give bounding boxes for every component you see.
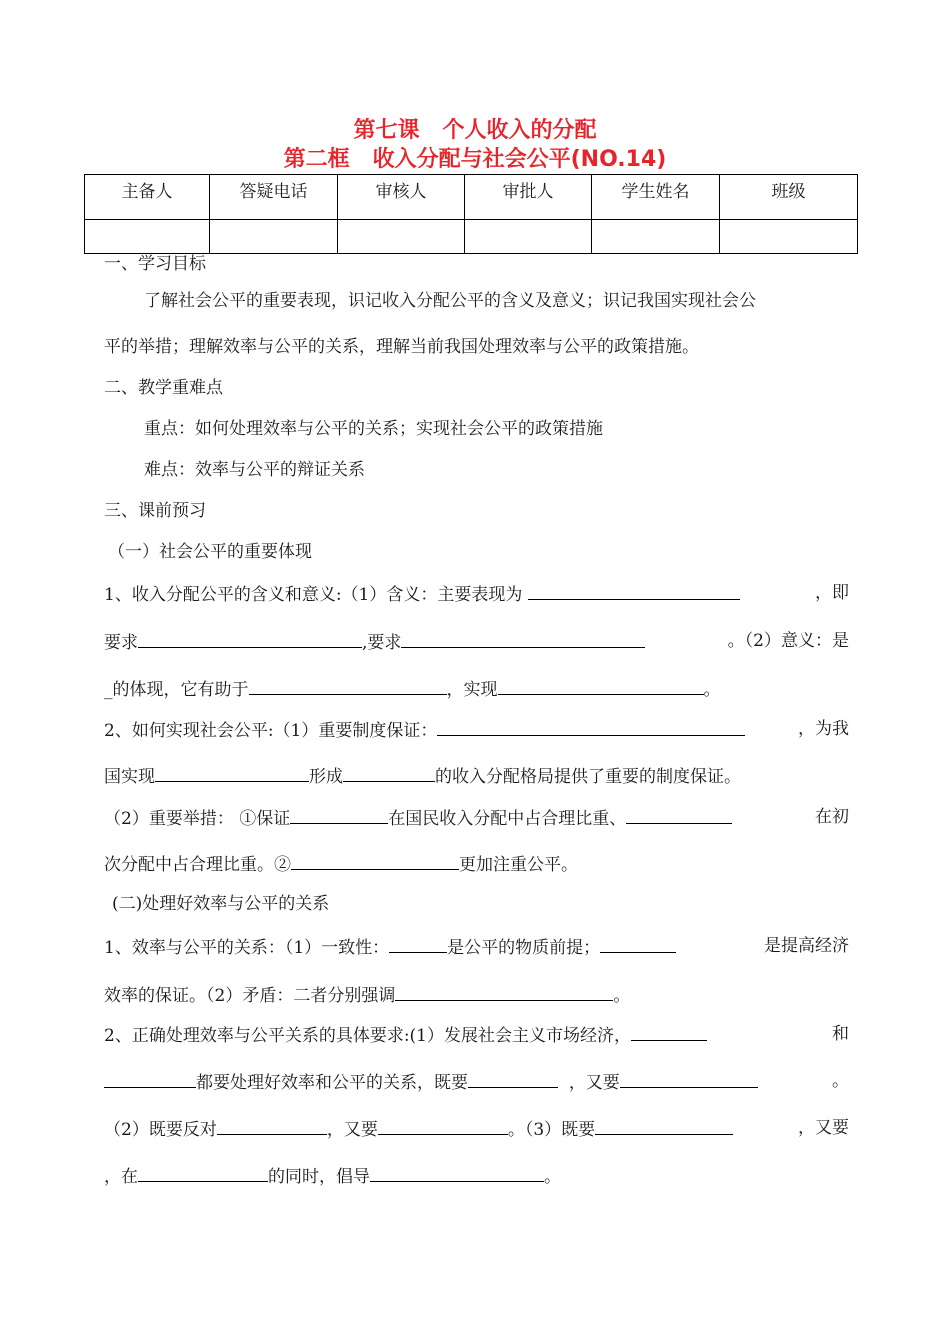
question-line: [104, 982, 849, 1008]
answer-blank[interactable]: [437, 717, 745, 736]
question-text: 。: [544, 1167, 561, 1187]
question-text: 都要处理好效率和公平的关系，既要: [196, 1073, 468, 1093]
question-line: [104, 676, 849, 702]
question-line: [104, 581, 849, 607]
answer-blank[interactable]: [626, 805, 732, 824]
blank-cell[interactable]: [592, 220, 720, 254]
blank-cell[interactable]: [338, 220, 465, 254]
question-text: 1、收入分配公平的含义和意义:（1）含义：主要表现为: [104, 585, 523, 605]
answer-blank[interactable]: [155, 763, 309, 782]
answer-blank[interactable]: [370, 1163, 544, 1182]
question-text: _的体现，它有助于: [104, 680, 249, 700]
question-text: 在国民收入分配中占合理比重、: [388, 809, 627, 829]
answer-blank[interactable]: [595, 1116, 733, 1135]
header-cell: 审核人: [338, 175, 465, 220]
question-text: 是提高经济: [764, 936, 849, 956]
info-table-header-row: [85, 175, 858, 220]
answer-blank[interactable]: [395, 982, 613, 1001]
section-title: 第二框 收入分配与社会公平(NO.14): [283, 147, 667, 172]
question-text: ,要求: [362, 633, 402, 653]
answer-blank[interactable]: [343, 763, 435, 782]
answer-blank[interactable]: [600, 934, 676, 953]
key-point: 重点：如何处理效率与公平的关系；实现社会公平的政策措施: [144, 419, 603, 439]
question-line: [104, 851, 849, 877]
question-text: ，为我: [798, 719, 849, 739]
question-text: 更加注重公平。: [459, 855, 578, 875]
answer-blank[interactable]: [290, 805, 388, 824]
answer-blank[interactable]: [104, 1069, 196, 1088]
answer-blank[interactable]: [217, 1116, 327, 1135]
answer-blank[interactable]: [389, 934, 447, 953]
question-text: 和: [832, 1024, 849, 1044]
answer-blank[interactable]: [401, 629, 645, 648]
section-heading: 三、课前预习: [104, 501, 206, 521]
answer-blank[interactable]: [468, 1069, 558, 1088]
answer-blank[interactable]: [378, 1116, 508, 1135]
answer-blank[interactable]: [138, 629, 362, 648]
question-text: 2、正确处理效率与公平关系的具体要求:(1）发展社会主义市场经济，: [104, 1026, 631, 1046]
question-text: ，实现: [446, 680, 498, 700]
answer-blank[interactable]: [631, 1022, 707, 1041]
question-text: ，在: [104, 1167, 138, 1187]
answer-blank[interactable]: [528, 581, 740, 600]
subsection-heading: (二)处理好效率与公平的关系: [112, 894, 330, 914]
question-text: 。（3）既要: [507, 1120, 596, 1140]
blank-cell[interactable]: [720, 220, 858, 254]
question-text: 在初: [815, 807, 849, 827]
question-line: [104, 805, 849, 831]
question-text: 次分配中占合理比重。②: [104, 855, 291, 875]
answer-blank[interactable]: [498, 676, 704, 695]
answer-blank[interactable]: [620, 1069, 758, 1088]
question-text: 效率的保证。（2）矛盾：二者分别强调: [104, 986, 396, 1006]
question-line: [104, 1163, 849, 1189]
question-text: ，又要: [568, 1073, 620, 1093]
section-heading: 二、教学重难点: [104, 378, 223, 398]
blank-cell[interactable]: [210, 220, 338, 254]
info-table: [84, 174, 858, 254]
question-text: 2、如何实现社会公平:（1）重要制度保证：: [104, 721, 438, 741]
header-cell: 班级: [720, 175, 858, 220]
question-text: ，即: [815, 583, 849, 603]
header-cell: 学生姓名: [592, 175, 720, 220]
section-heading: 一、学习目标: [104, 254, 206, 274]
question-text: （2）重要举措： ①保证: [104, 809, 291, 829]
question-text: 的收入分配格局提供了重要的制度保证。: [435, 767, 741, 787]
question-text: 的同时，倡导: [268, 1167, 370, 1187]
lesson-title: 第七课 个人收入的分配: [353, 118, 597, 143]
subsection-heading: （一）社会公平的重要体现: [108, 542, 312, 562]
question-text: 。: [832, 1071, 849, 1091]
question-text: 。: [613, 986, 631, 1006]
paragraph-line: 平的举措；理解效率与公平的关系，理解当前我国处理效率与公平的政策措施。: [104, 337, 699, 357]
header-cell: 主备人: [85, 175, 210, 220]
answer-blank[interactable]: [249, 676, 447, 695]
answer-blank[interactable]: [138, 1163, 268, 1182]
question-text: 形成: [309, 767, 343, 787]
question-line: [104, 763, 849, 789]
difficult-point: 难点：效率与公平的辩证关系: [144, 460, 365, 480]
answer-blank[interactable]: [291, 851, 459, 870]
question-text: ，又要: [798, 1118, 849, 1138]
question-text: 要求: [104, 633, 138, 653]
question-line: [104, 717, 849, 743]
question-line: [104, 1069, 849, 1095]
header-cell: 审批人: [465, 175, 592, 220]
blank-cell[interactable]: [85, 220, 210, 254]
question-text: 是公平的物质前提；: [447, 938, 601, 958]
question-line: [104, 934, 849, 960]
question-line: [104, 1116, 849, 1142]
question-text: 。: [703, 680, 721, 700]
blank-cell[interactable]: [465, 220, 592, 254]
question-text: 。（2）意义：是: [727, 631, 849, 651]
question-line: [104, 1022, 849, 1048]
question-text: ，又要: [326, 1120, 378, 1140]
question-text: （2）既要反对: [104, 1120, 217, 1140]
header-cell: 答疑电话: [210, 175, 338, 220]
question-text: 1、效率与公平的关系：（1）一致性：: [104, 938, 390, 958]
question-line: [104, 629, 849, 655]
question-text: 国实现: [104, 767, 155, 787]
paragraph-line: 了解社会公平的重要表现，识记收入分配公平的含义及意义；识记我国实现社会公: [144, 291, 756, 311]
info-table-input-row: [85, 220, 858, 254]
